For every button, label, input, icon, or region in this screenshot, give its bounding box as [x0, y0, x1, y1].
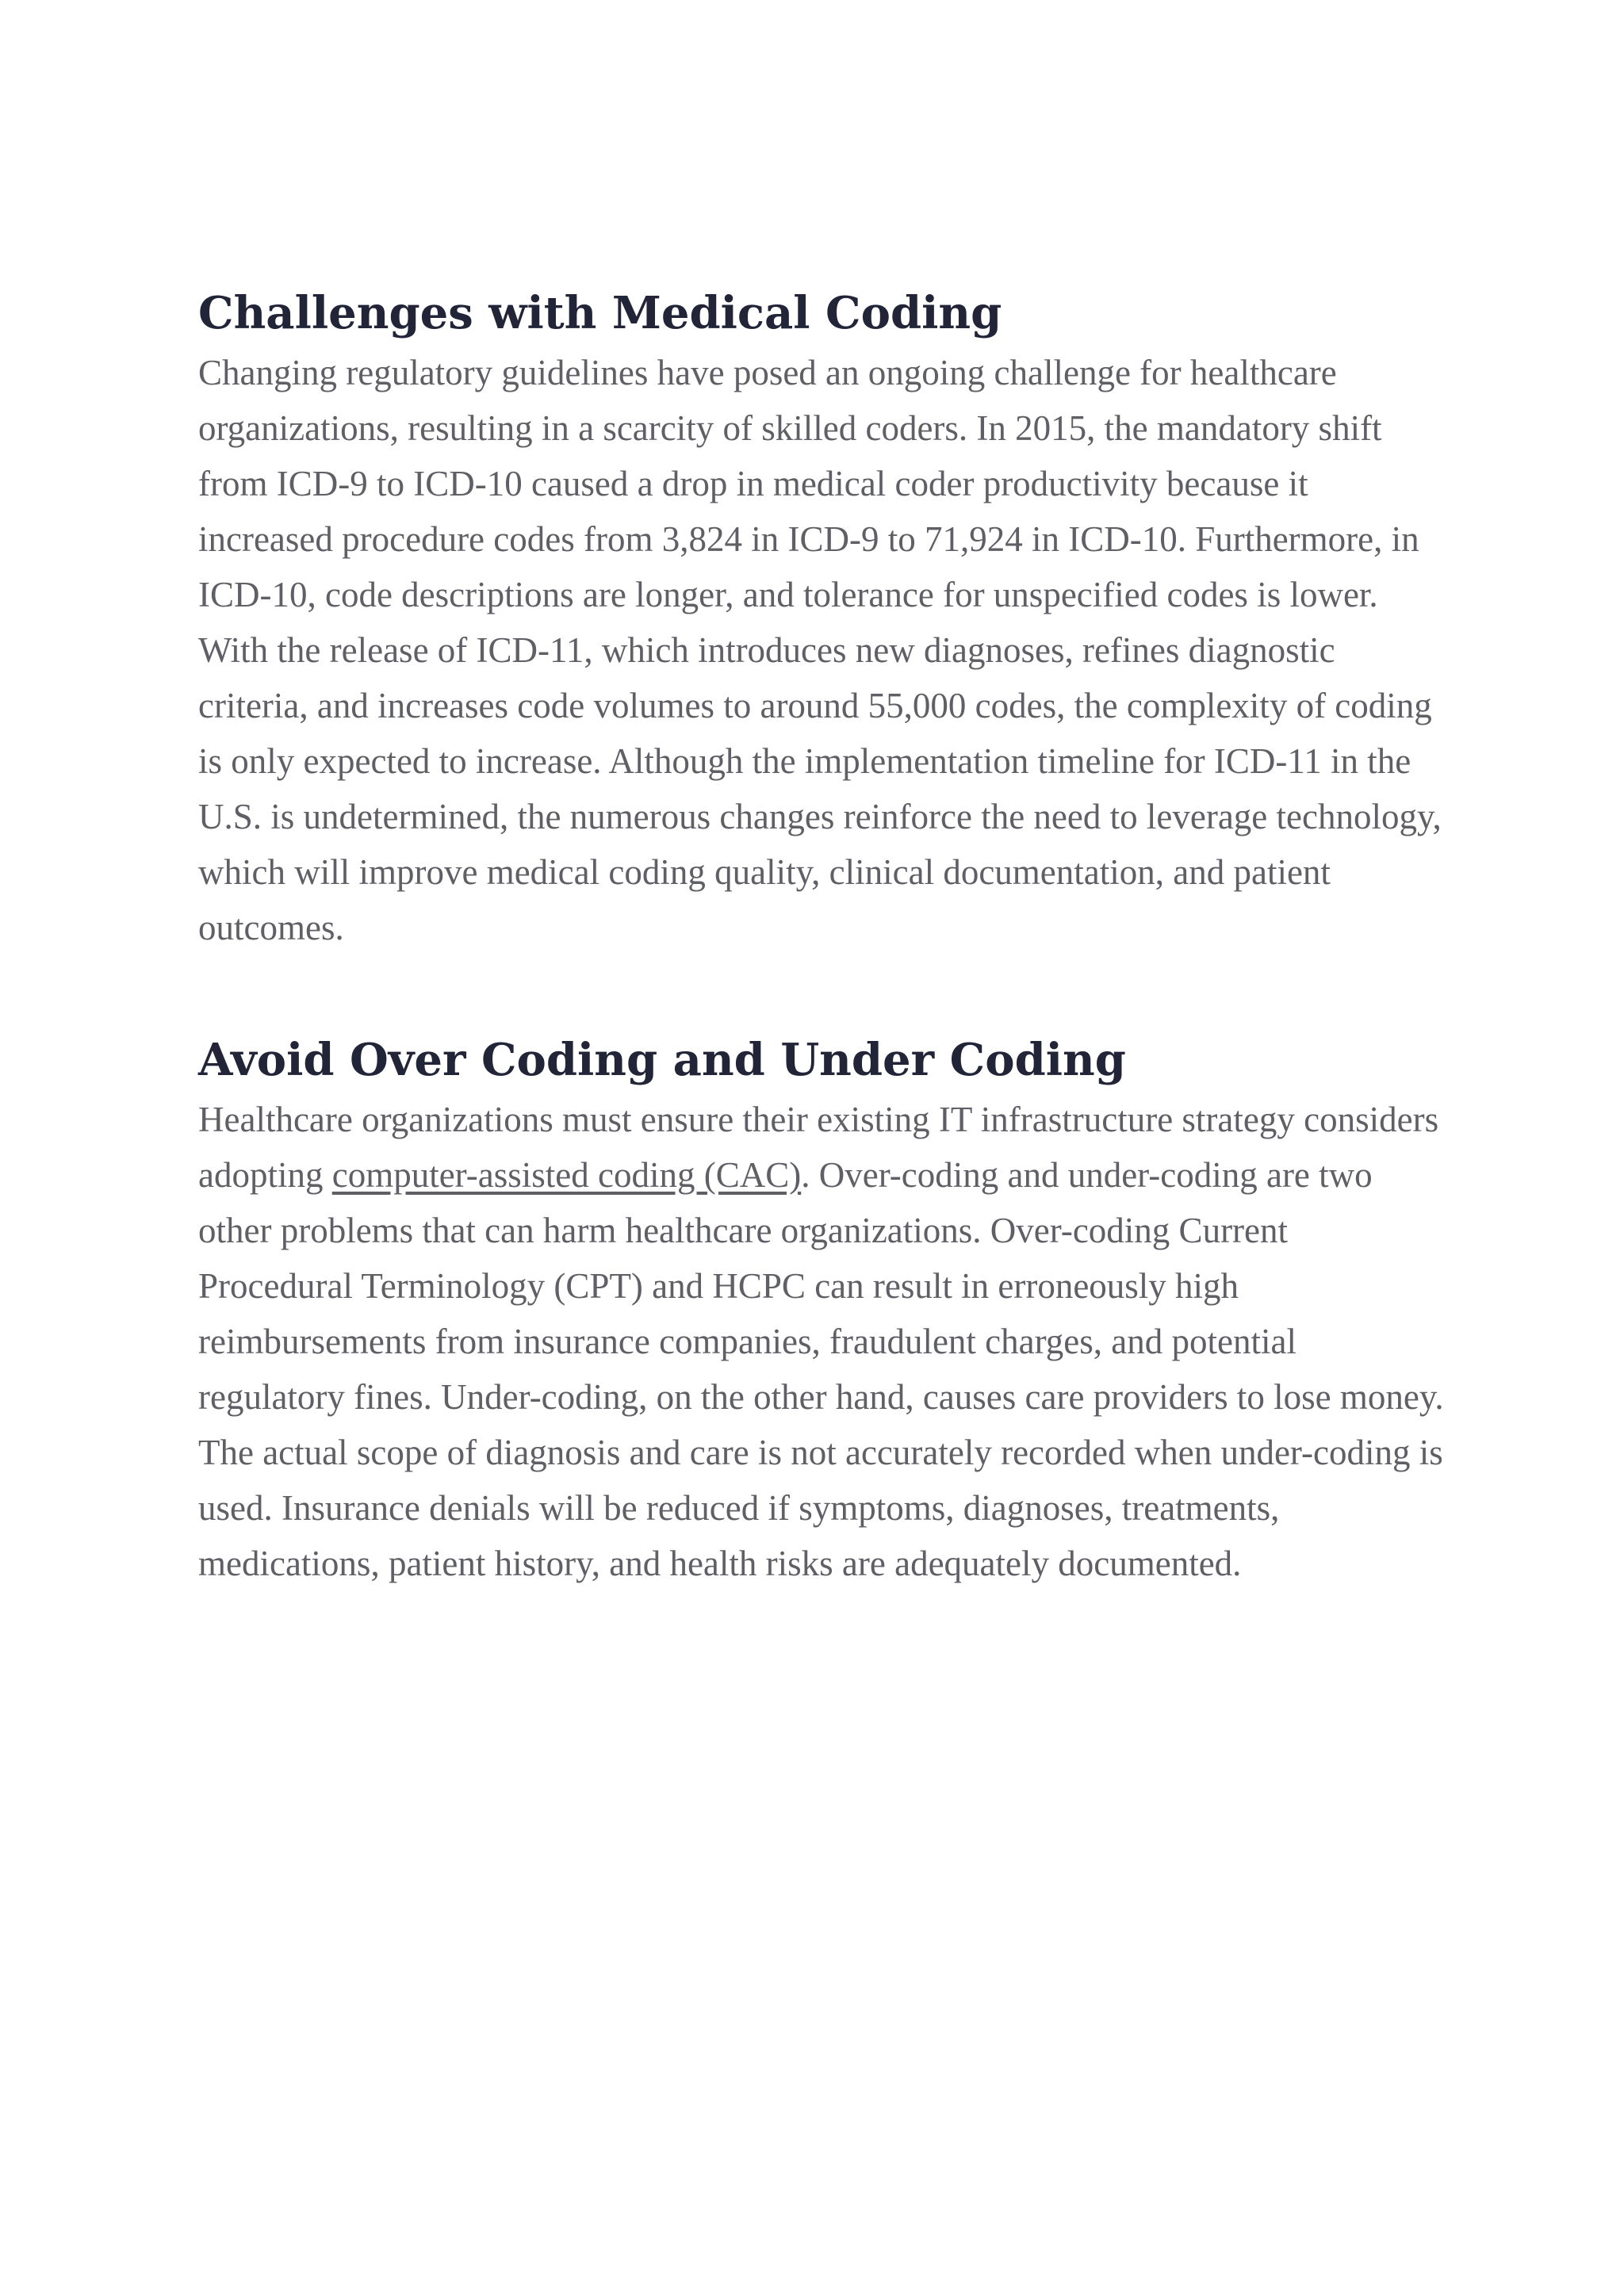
section-title-challenges: Challenges with Medical Coding: [198, 287, 1002, 339]
cac-link[interactable]: computer-assisted coding (CAC): [331, 1155, 802, 1195]
paragraph-cac: [198, 1092, 1451, 1591]
paragraph-icd11: With the release of ICD-11, which introduces new diagnoses, refines diagnostic criteria, and increases code volumes to around 55,000 codes, the complexity of coding is only expected to increase. Although the implementation timeline for ICD-11 in the U.S. is undetermined, the numerous changes reinforce the need to leverage technology, which will improve medical coding quality, clinical documentation, and patient outcomes.: [198, 630, 1442, 947]
section-over-under-coding: [198, 1028, 1451, 1591]
paragraph-icd10: Changing regulatory guidelines have posed an ongoing challenge for healthcare organizations, resulting in a scarcity of skilled coders. In 2015, the mandatory shift from ICD-9 to ICD-10 caused a drop in medical coder productivity because it increased procedure codes from 3,824 in ICD-9 to 71,924 in ICD-10. Furthermore, in ICD-10, code descriptions are longer, and tolerance for unspecified codes is lower.: [198, 353, 1419, 614]
paragraph-cac-text-before: Healthcare organizations must ensure their existing IT infrastructure strategy considers adopting: [198, 1100, 1439, 1195]
paragraph-cac-text-after: . Over-coding and under-coding are two other problems that can harm healthcare organizations. Over-coding Current Procedural Terminology (CPT) and HCPC can result in erroneously high reimbursements from insurance companies, fraudulent charges, and potential regulatory fines. Under-coding, on the other hand, causes care providers to lose money. The actual scope of diagnosis and care is not accurately recorded when under-coding is used. Insurance denials will be reduced if symptoms, diagnoses, treatments, medications, patient history, and health risks are adequately documented.: [198, 1155, 1444, 1583]
section-title-over-under-coding: Avoid Over Coding and Under Coding: [198, 1034, 1126, 1086]
section-challenges: [198, 281, 1451, 955]
document-page: [198, 281, 1451, 1591]
